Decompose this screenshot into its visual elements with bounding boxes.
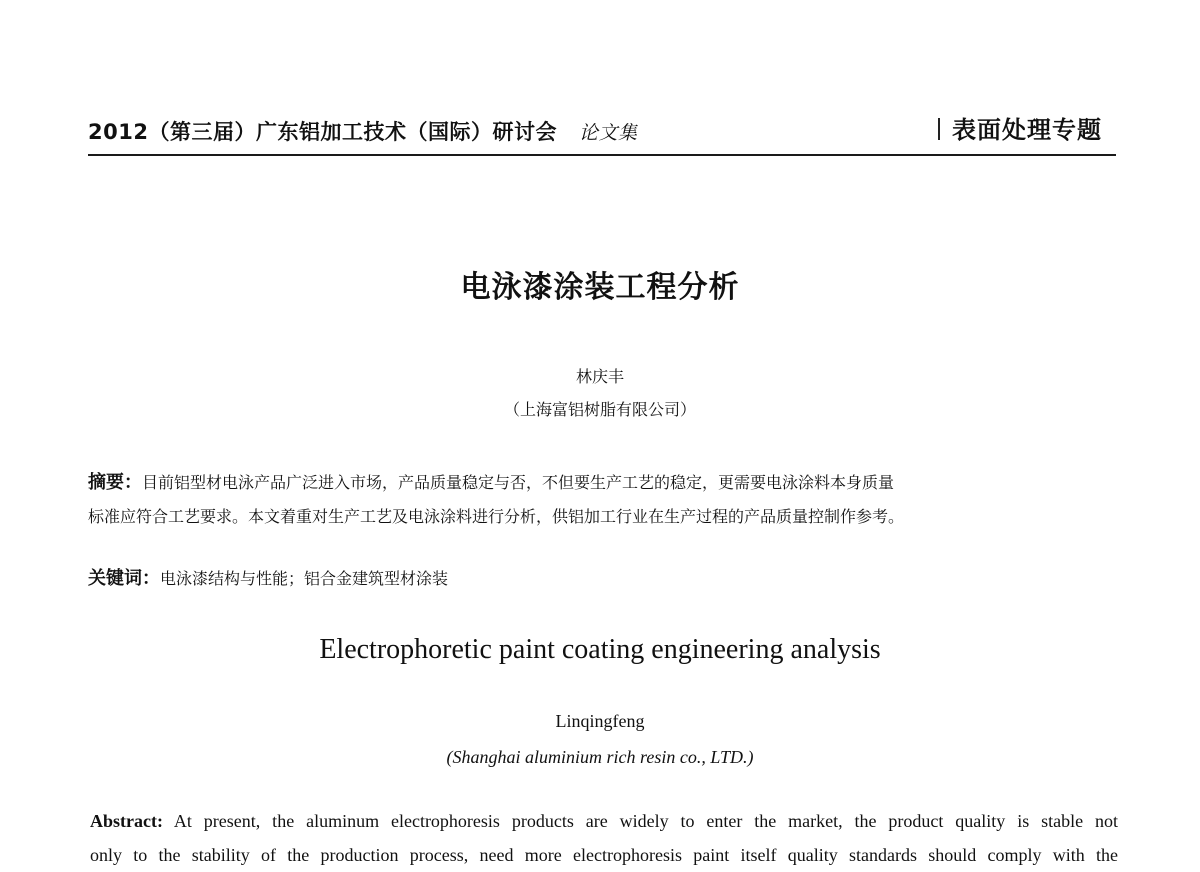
keywords-zh-label: 关键词： xyxy=(88,568,160,589)
section-header xyxy=(938,110,1102,145)
affiliation-zh: （上海富铝树脂有限公司） xyxy=(503,400,696,419)
author-en: Linqingfeng xyxy=(555,711,645,731)
abstract-en-label: Abstract: xyxy=(90,811,163,831)
header-divider xyxy=(938,118,940,140)
abstract-zh-label: 摘要： xyxy=(88,472,142,493)
abstract-zh-line-2: 标准应符合工艺要求。本文着重对生产工艺及电泳涂料进行分析，供铝加工行业在生产过程的产品质量控制作参考。 xyxy=(88,507,905,526)
paper-title-zh: 电泳漆涂装工程分析 xyxy=(460,270,740,305)
abstract-en-line-1 xyxy=(90,804,1118,838)
keywords-zh xyxy=(88,566,1118,592)
abstract-en xyxy=(90,804,1118,872)
abstract-zh-line-1 xyxy=(88,466,1118,500)
author-zh: 林庆丰 xyxy=(575,367,624,386)
keywords-zh-text: 电泳漆结构与性能；铝合金建筑型材涂装 xyxy=(160,569,449,588)
abstract-en-text-1: At present, the aluminum electrophoresis products are widely to enter the market, the product quality is stable not xyxy=(173,811,1118,831)
running-header xyxy=(88,104,1116,156)
collection-label: 论文集 xyxy=(578,122,638,144)
section-label: 表面处理专题 xyxy=(952,116,1102,144)
conference-header xyxy=(88,116,637,146)
abstract-zh-text-1: 目前铝型材电泳产品广泛进入市场，产品质量稳定与否，不但要生产工艺的稳定，更需要电泳涂料本身质量 xyxy=(142,473,895,492)
abstract-en-line-2: only to the stability of the production process, need more electrophoresis paint itself quality standards should comply with the xyxy=(90,845,1118,865)
paper-title-en: Electrophoretic paint coating engineering analysis xyxy=(319,634,881,665)
abstract-zh xyxy=(88,466,1118,534)
conference-name: 2012（第三届）广东铝加工技术（国际）研讨会 xyxy=(88,120,557,144)
affiliation-en: (Shanghai aluminium rich resin co., LTD.) xyxy=(446,747,754,767)
